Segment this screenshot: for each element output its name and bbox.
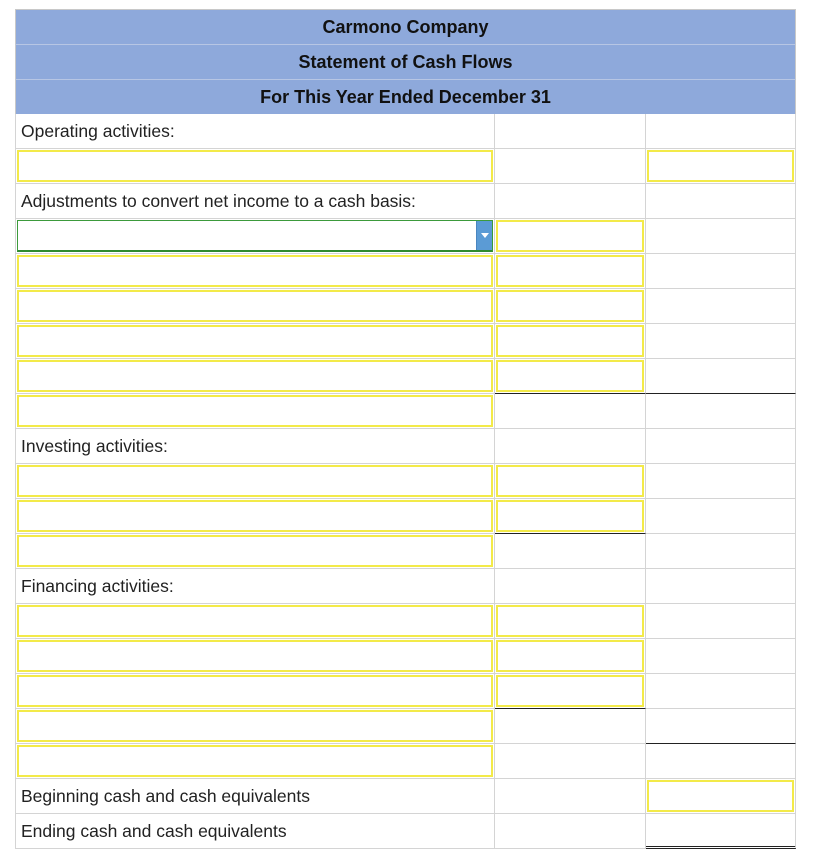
label-cell [15,779,495,814]
table-row [15,114,796,149]
cash-flow-worksheet [15,9,796,849]
financing-label-input[interactable] [17,605,493,637]
table-row [15,814,796,849]
table-row [15,534,796,569]
investing-amount-input[interactable] [496,500,644,532]
adjustment-amount-input[interactable] [496,360,644,392]
amount-cell [495,324,646,359]
label-cell [15,184,495,219]
operating-activities-label: Operating activities: [21,121,175,141]
table-row [15,744,796,779]
total-cell [646,289,796,324]
label-cell [15,639,495,674]
total-cell [646,464,796,499]
table-row [15,254,796,289]
adjustment-dropdown[interactable] [17,220,493,252]
beginning-cash-label: Beginning cash and cash equivalents [21,786,310,806]
total-cell [646,394,796,429]
amount-cell [495,184,646,219]
label-cell [15,114,495,149]
label-cell [15,534,495,569]
total-cell [646,569,796,604]
label-cell [15,254,495,289]
label-cell [15,219,495,254]
financing-amount-input[interactable] [496,640,644,672]
adjustment-label-input[interactable] [17,360,493,392]
operating-subtotal-label-input[interactable] [17,395,493,427]
total-cell [646,149,796,184]
amount-cell [495,464,646,499]
financing-amount-input[interactable] [496,605,644,637]
amount-cell [495,429,646,464]
table-row [15,149,796,184]
investing-subtotal-label-input[interactable] [17,535,493,567]
amount-cell [495,569,646,604]
amount-cell [495,289,646,324]
total-cell [646,219,796,254]
dropdown-arrow-button[interactable] [476,221,492,250]
investing-amount-input[interactable] [496,465,644,497]
investing-activities-label: Investing activities: [21,436,168,456]
adjustment-amount-input[interactable] [496,255,644,287]
total-cell [646,534,796,569]
beginning-cash-input[interactable] [647,780,794,812]
adjustment-label-input[interactable] [17,325,493,357]
ending-cash-label: Ending cash and cash equivalents [21,821,287,841]
amount-cell [495,499,646,534]
total-cell [646,359,796,394]
amount-cell [495,359,646,394]
amount-cell [495,639,646,674]
total-cell [646,429,796,464]
total-cell [646,604,796,639]
amount-cell [495,114,646,149]
period-title: For This Year Ended December 31 [15,79,796,114]
table-row [15,289,796,324]
table-row [15,359,796,394]
chevron-down-icon [481,233,489,238]
total-cell [646,254,796,289]
amount-cell [495,674,646,709]
label-cell [15,674,495,709]
amount-cell [495,149,646,184]
financing-activities-label: Financing activities: [21,576,174,596]
table-row [15,394,796,429]
table-row [15,429,796,464]
label-cell [15,464,495,499]
table-row [15,639,796,674]
financing-label-input[interactable] [17,640,493,672]
label-cell [15,324,495,359]
amount-cell [495,254,646,289]
amount-cell [495,744,646,779]
ending-cash-total-cell[interactable] [646,814,796,849]
label-cell [15,709,495,744]
label-cell [15,604,495,639]
table-row [15,219,796,254]
label-cell [15,569,495,604]
label-cell [15,429,495,464]
total-cell [646,499,796,534]
total-cell [646,184,796,219]
total-cell [646,114,796,149]
label-cell [15,149,495,184]
table-row [15,184,796,219]
operating-total-input[interactable] [647,150,794,182]
adjustment-label-input[interactable] [17,290,493,322]
amount-cell [495,604,646,639]
amount-cell [495,779,646,814]
adjustment-amount-input[interactable] [496,290,644,322]
total-cell [646,779,796,814]
company-title: Carmono Company [15,9,796,44]
table-row [15,464,796,499]
table-row [15,674,796,709]
financing-label-input[interactable] [17,675,493,707]
label-cell [15,289,495,324]
total-cell [646,709,796,744]
label-cell [15,394,495,429]
amount-cell [495,219,646,254]
table-row [15,709,796,744]
adjustment-label-input[interactable] [17,255,493,287]
label-cell [15,814,495,849]
table-row [15,604,796,639]
adjustment-amount-input[interactable] [496,325,644,357]
amount-cell [495,394,646,429]
net-change-label-input[interactable] [17,745,493,777]
table-row [15,569,796,604]
amount-cell [495,814,646,849]
amount-cell [495,709,646,744]
amount-cell [495,534,646,569]
investing-label-input[interactable] [17,465,493,497]
label-cell [15,744,495,779]
label-cell [15,359,495,394]
total-cell [646,639,796,674]
total-cell [646,744,796,779]
table-row [15,324,796,359]
table-row [15,499,796,534]
financing-amount-input[interactable] [496,675,644,707]
statement-title: Statement of Cash Flows [15,44,796,79]
adjustment-amount-input[interactable] [496,220,644,252]
financing-subtotal-label-input[interactable] [17,710,493,742]
adjustments-label: Adjustments to convert net income to a cash basis: [21,191,416,211]
table-row [15,779,796,814]
investing-label-input[interactable] [17,500,493,532]
operating-label-input[interactable] [17,150,493,182]
total-cell [646,674,796,709]
label-cell [15,499,495,534]
total-cell [646,324,796,359]
